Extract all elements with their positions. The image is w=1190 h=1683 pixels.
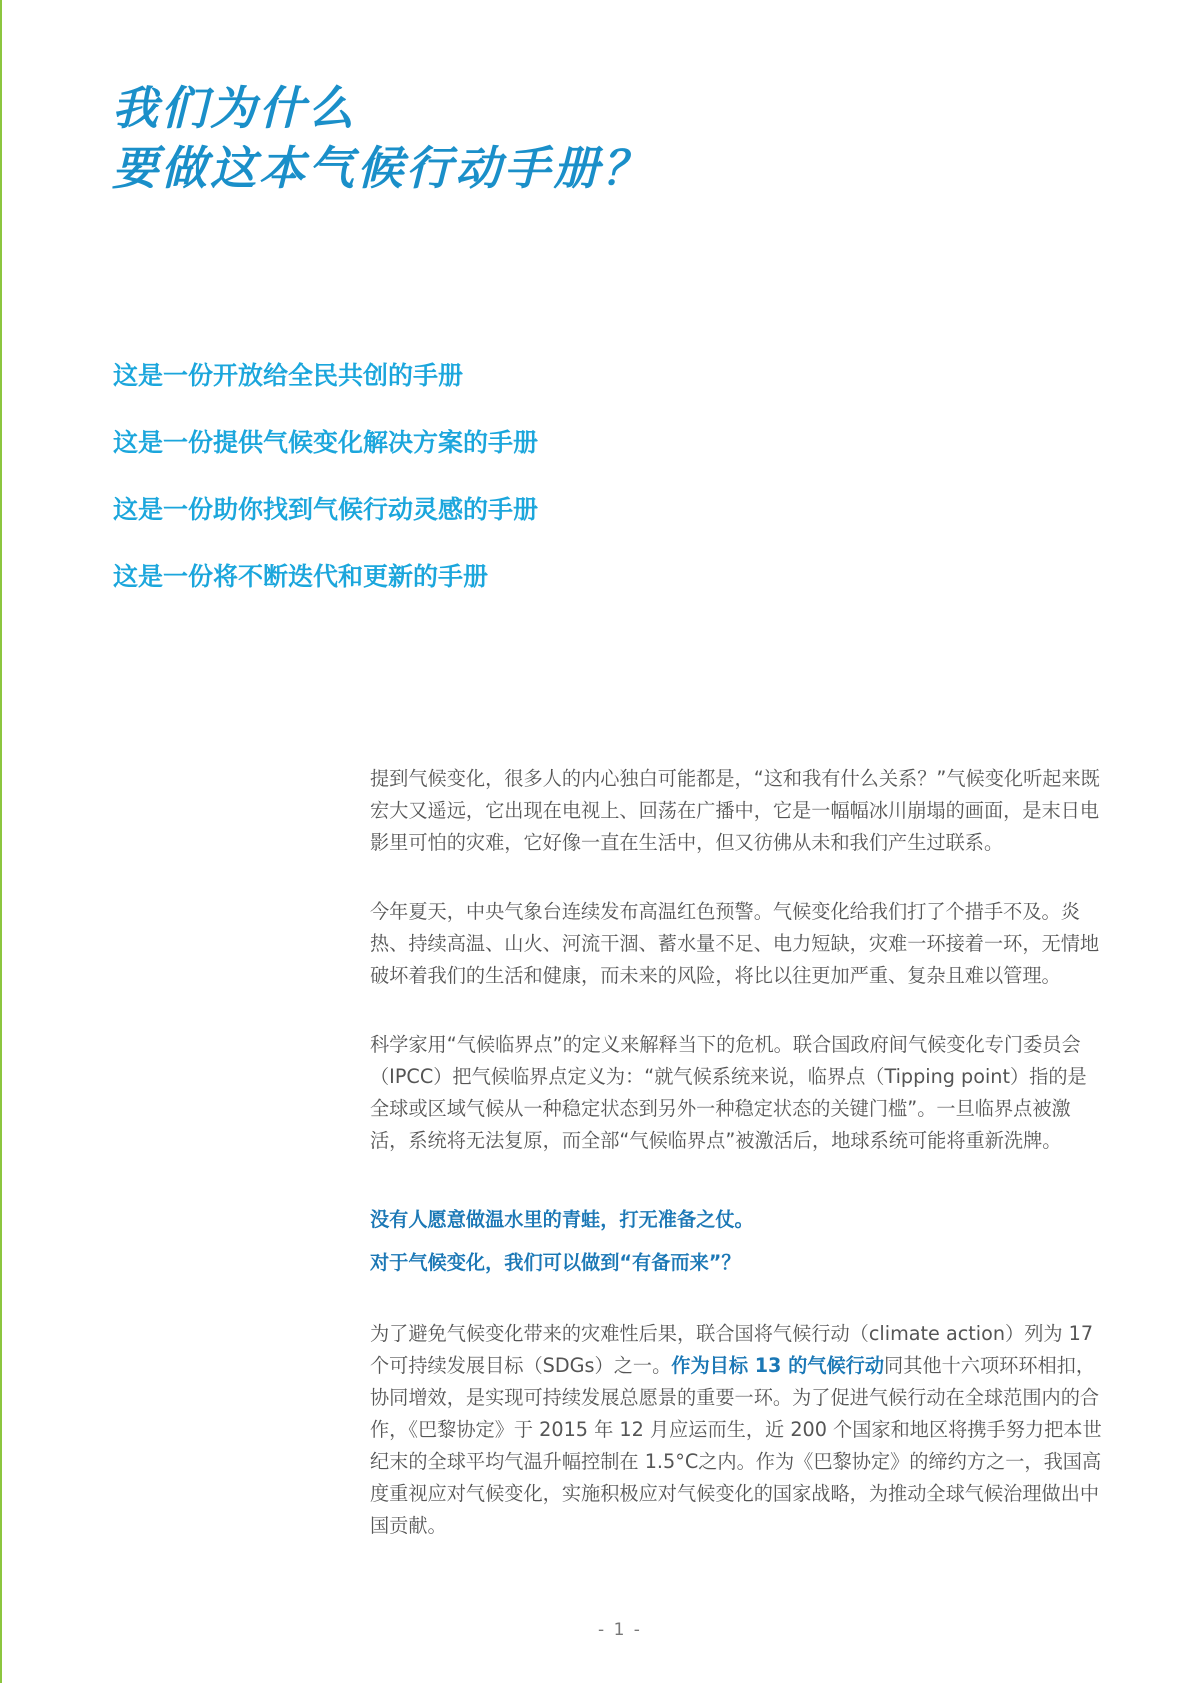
body-paragraph-2: 今年夏天，中央气象台连续发布高温红色预警。气候变化给我们打了个措手不及。炎热、持续高温、山火、河流干涸、蓄水量不足、电力短缺，灾难一环接着一环，无情地破坏着我们的生活和健康，而未来的风险，将比以往更加严重、复杂且难以管理。	[370, 900, 1100, 987]
page-title	[112, 78, 651, 198]
tagline-list	[113, 360, 538, 628]
title-line-2: 要做这本气候行动手册？	[112, 141, 651, 195]
body-paragraph-1: 提到气候变化，很多人的内心独白可能都是，“这和我有什么关系？”气候变化听起来既宏大又遥远，它出现在电视上、回荡在广播中，它是一幅幅冰川崩塌的画面，是末日电影里可怕的灾难，它好像一直在生活中，但又彷佛从未和我们产生过联系。	[370, 767, 1100, 854]
sdg13-highlight: 作为目标 13 的气候行动	[671, 1354, 885, 1377]
title-line-1: 我们为什么	[112, 81, 357, 135]
paragraph-4-text-b: 同其他十六项环环相扣，协同增效，是实现可持续发展总愿景的重要一环。为了促进气候行动在全球范围内的合作，《巴黎协定》于 2015 年 12 月应运而生，近 200 个国家和地区将携手努力把本世纪末的全球平均气温升幅控制在 1.5°C之内。作为《巴黎协定》的缔约方之一，我国高度重视应对气候变化，实施积极应对气候变化的国家战略，为推动全球气候治理做出中国贡献。	[370, 1354, 1102, 1537]
page-number: - 1 -	[598, 1620, 642, 1640]
left-margin-rule	[0, 0, 2, 1683]
body-paragraph-3: 科学家用“气候临界点”的定义来解释当下的危机。联合国政府间气候变化专门委员会（IPCC）把气候临界点定义为：“就气候系统来说，临界点（Tipping point）指的是全球或区域气候从一种稳定状态到另外一种稳定状态的关键门槛”。一旦临界点被激活，系统将无法复原，而全部“气候临界点”被激活后，地球系统可能将重新洗牌。	[370, 1033, 1087, 1152]
tagline-item: 这是一份助你找到气候行动灵感的手册	[113, 495, 539, 524]
body-paragraph-4	[370, 1318, 1105, 1542]
question-block	[370, 1205, 1105, 1278]
tagline-item: 这是一份将不断迭代和更新的手册	[113, 562, 489, 591]
paragraph-4-text-a: 为了避免气候变化带来的灾难性后果，联合国将气候行动（climate action）列为 17 个可持续发展目标（SDGs）之一。	[370, 1322, 1094, 1377]
body-text	[370, 763, 1105, 1542]
question-line-2: 对于气候变化，我们可以做到“有备而来”？	[370, 1251, 741, 1274]
question-line-1: 没有人愿意做温水里的青蛙，打无准备之仗。	[370, 1208, 754, 1231]
tagline-item: 这是一份提供气候变化解决方案的手册	[113, 428, 539, 457]
tagline-item: 这是一份开放给全民共创的手册	[113, 361, 464, 390]
